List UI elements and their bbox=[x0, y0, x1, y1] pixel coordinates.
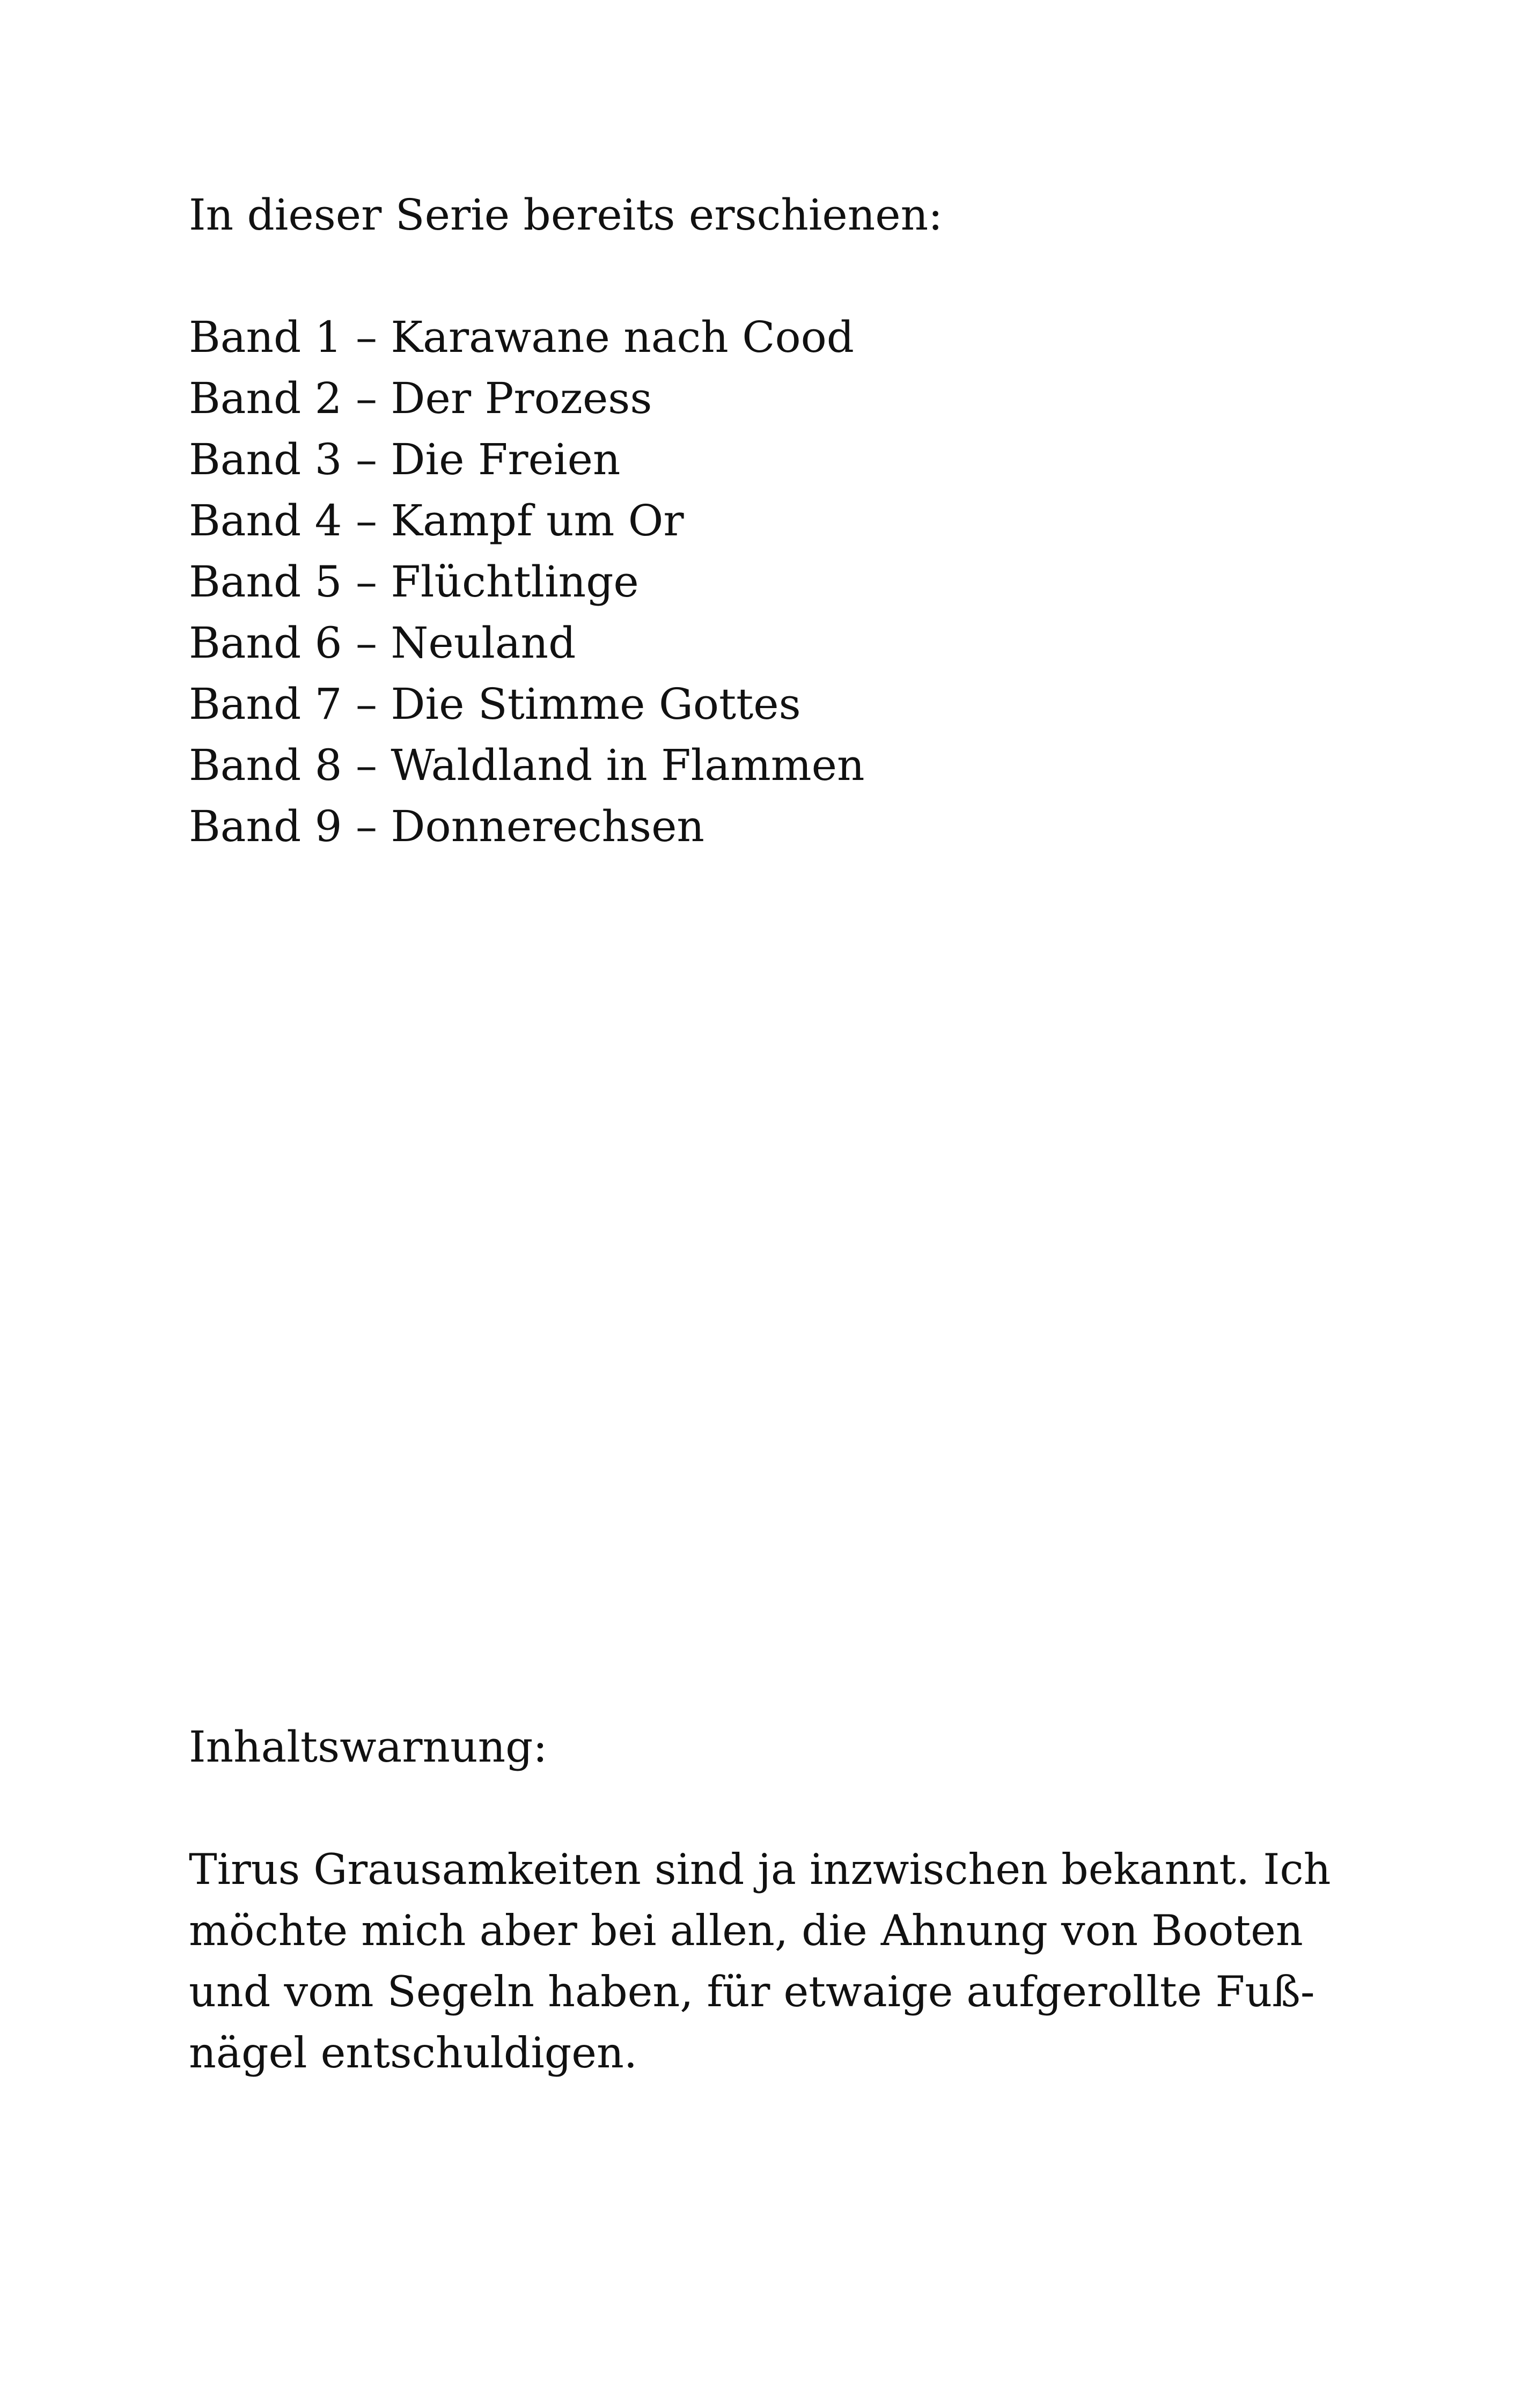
warning-line: möchte mich aber bei allen, die Ahnung von Booten bbox=[189, 1906, 1303, 1955]
volume-item: Band 9 – Donnerechsen bbox=[189, 801, 704, 851]
volume-item: Band 1 – Karawane nach Cood bbox=[189, 312, 854, 362]
volume-item: Band 7 – Die Stimme Gottes bbox=[189, 679, 801, 729]
volume-item: Band 3 – Die Freien bbox=[189, 435, 621, 484]
volume-item: Band 5 – Flüchtlinge bbox=[189, 557, 639, 607]
series-volume-list bbox=[189, 307, 1289, 857]
volume-item: Band 8 – Waldland in Flammen bbox=[189, 740, 865, 790]
content-warning-text bbox=[189, 1839, 1331, 2083]
warning-line: Tirus Grausamkeiten sind ja inzwischen bekannt. Ich bbox=[189, 1845, 1331, 1894]
volume-item: Band 2 – Der Prozess bbox=[189, 373, 652, 423]
content-warning-heading: Inhaltswarnung: bbox=[189, 1722, 548, 1772]
warning-line: und vom Segeln haben, für etwaige aufgerollte Fuß- bbox=[189, 1967, 1315, 2016]
series-heading: In dieser Serie bereits erschienen: bbox=[189, 190, 943, 240]
volume-item: Band 4 – Kampf um Or bbox=[189, 496, 684, 546]
volume-item: Band 6 – Neuland bbox=[189, 618, 576, 668]
warning-line: nägel entschuldigen. bbox=[189, 2028, 638, 2078]
